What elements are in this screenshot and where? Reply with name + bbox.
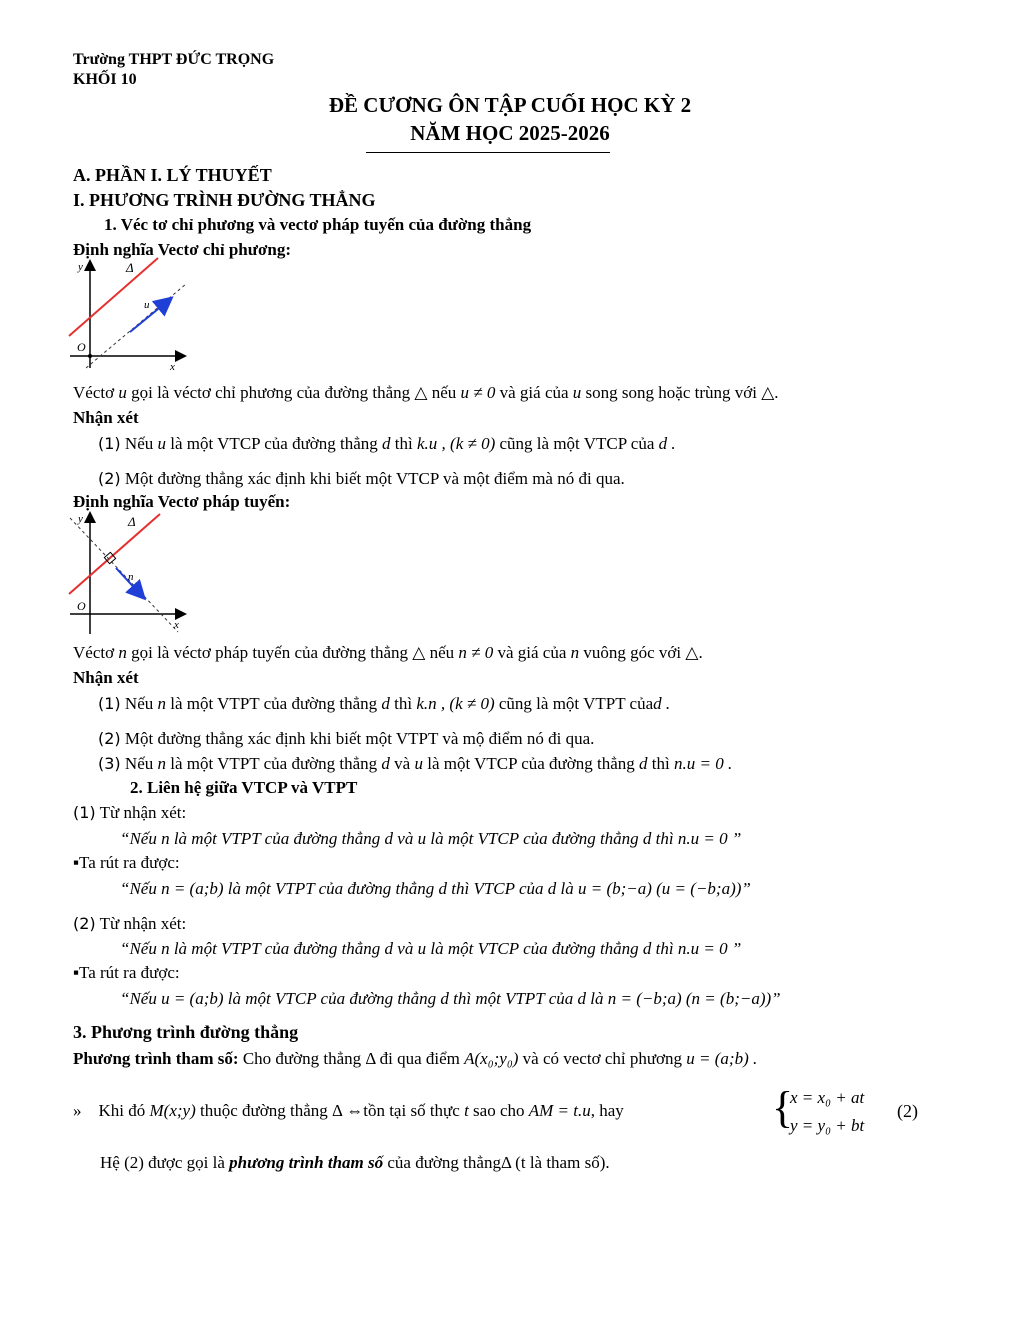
- fig2-origin-label: O: [77, 599, 86, 613]
- system-eq-1: x = x₀ + at: [790, 1088, 865, 1107]
- remark-vtpt-1: (1) Nếu n là một VTPT của đường thẳng d thì k.n , (k ≠ 0) cũng là một VTPT củad .: [98, 694, 671, 713]
- subsection-3: 3. Phương trình đường thẳng: [73, 1022, 299, 1042]
- parametric-condition: » Khi đó M(x;y) thuộc đường thẳng Δ ⇔tồn tại số thực t sao cho AM = t.u, hay: [73, 1101, 624, 1120]
- remark-vtpt-3: (3) Nếu n là một VTPT của đường thẳng d và u là một VTCP của đường thẳng d thì n.u = 0 .: [98, 754, 733, 773]
- derive-1: ▪Ta rút ra được:: [73, 853, 180, 872]
- parametric-conclusion: Hệ (2) được gọi là phương trình tham số của đường thẳngΔ (t là tham số).: [100, 1153, 610, 1172]
- fig1-u-label: u: [144, 299, 150, 311]
- fig1-y-label: y: [78, 261, 83, 273]
- def-vcp-heading: Định nghĩa Vectơ chỉ phương:: [73, 240, 291, 259]
- derive-2: ▪Ta rút ra được:: [73, 963, 180, 982]
- quote-1: “Nếu n là một VTPT của đường thẳng d và u là một VTCP của đường thẳng d thì n.u = 0 ”: [120, 829, 742, 848]
- quote-2: “Nếu n = (a;b) là một VTPT của đường thẳng d thì VTCP của d là u = (b;−a) (u = (−b;a))”: [120, 879, 751, 898]
- section-part-a: A. PHẦN I. LÝ THUYẾT: [73, 165, 272, 185]
- relation-1-intro: (1) Từ nhận xét:: [73, 803, 187, 822]
- fig1-origin-label: O: [77, 340, 86, 354]
- remark-vcp-2: (2) Một đường thẳng xác định khi biết một VTCP và một điểm mà nó đi qua.: [98, 469, 625, 488]
- section-part-i: I. PHƯƠNG TRÌNH ĐƯỜNG THẲNG: [73, 190, 376, 210]
- line-delta: [69, 514, 160, 594]
- vtpt-definition: Véctơ n gọi là véctơ pháp tuyến của đường thẳng △ nếu n ≠ 0 và giá của n vuông góc với △.: [73, 643, 703, 662]
- remark-vtpt-2: (2) Một đường thẳng xác định khi biết một VTPT và mộ điểm nó đi qua.: [98, 729, 595, 748]
- fig1-x-label: x: [170, 361, 175, 373]
- vcp-definition: Véctơ u gọi là véctơ chỉ phương của đường thẳng △ nếu u ≠ 0 và giá của u song song hoặc trùng với △.: [73, 383, 779, 402]
- dashed-perpendicular: [70, 518, 178, 632]
- figure-normal-vector: [66, 508, 191, 636]
- relation-2-intro: (2) Từ nhận xét:: [73, 914, 187, 933]
- fig2-delta-label: Δ: [128, 514, 136, 529]
- system-label: (2): [897, 1101, 918, 1121]
- remark-heading-1: Nhận xét: [73, 408, 139, 427]
- fig2-x-label: x: [174, 619, 179, 631]
- vector-u-arrow: [130, 300, 169, 332]
- subsection-2: 2. Liên hệ giữa VTCP và VTPT: [130, 778, 358, 797]
- def-vtpt-heading: Định nghĩa Vectơ pháp tuyến:: [73, 492, 291, 511]
- fig1-delta-label: Δ: [126, 260, 134, 275]
- quote-3: “Nếu n là một VTPT của đường thẳng d và u là một VTCP của đường thẳng d thì n.u = 0 ”: [120, 939, 742, 958]
- quote-4: “Nếu u = (a;b) là một VTCP của đường thẳng d thì một VTPT của d là n = (−b;a) (n = (b;−a))”: [120, 989, 781, 1008]
- parametric-intro: Phương trình tham số: Cho đường thẳng Δ đi qua điểm A(x₀;y₀) và có vectơ chỉ phương u = (a;b) .: [73, 1049, 758, 1068]
- fig2-n-label: n: [128, 571, 134, 583]
- school-year: NĂM HỌC 2025-2026: [410, 121, 610, 145]
- remark-heading-2: Nhận xét: [73, 668, 139, 687]
- system-eq-2: y = y₀ + bt: [790, 1116, 865, 1135]
- figure-direction-vector: [66, 256, 191, 374]
- subsection-1: 1. Véc tơ chỉ phương và vectơ pháp tuyến của đường thẳng: [104, 215, 532, 234]
- school-name: Trường THPT ĐỨC TRỌNG: [73, 51, 275, 68]
- system-brace: {: [772, 1083, 794, 1132]
- fig2-y-label: y: [78, 513, 83, 525]
- document-title: ĐỀ CƯƠNG ÔN TẬP CUỐI HỌC KỲ 2: [328, 93, 692, 117]
- title-divider: [366, 152, 610, 153]
- remark-vcp-1: (1) Nếu u là một VTCP của đường thẳng d thì k.u , (k ≠ 0) cũng là một VTCP của d .: [98, 434, 676, 453]
- grade-label: KHỐI 10: [73, 71, 137, 88]
